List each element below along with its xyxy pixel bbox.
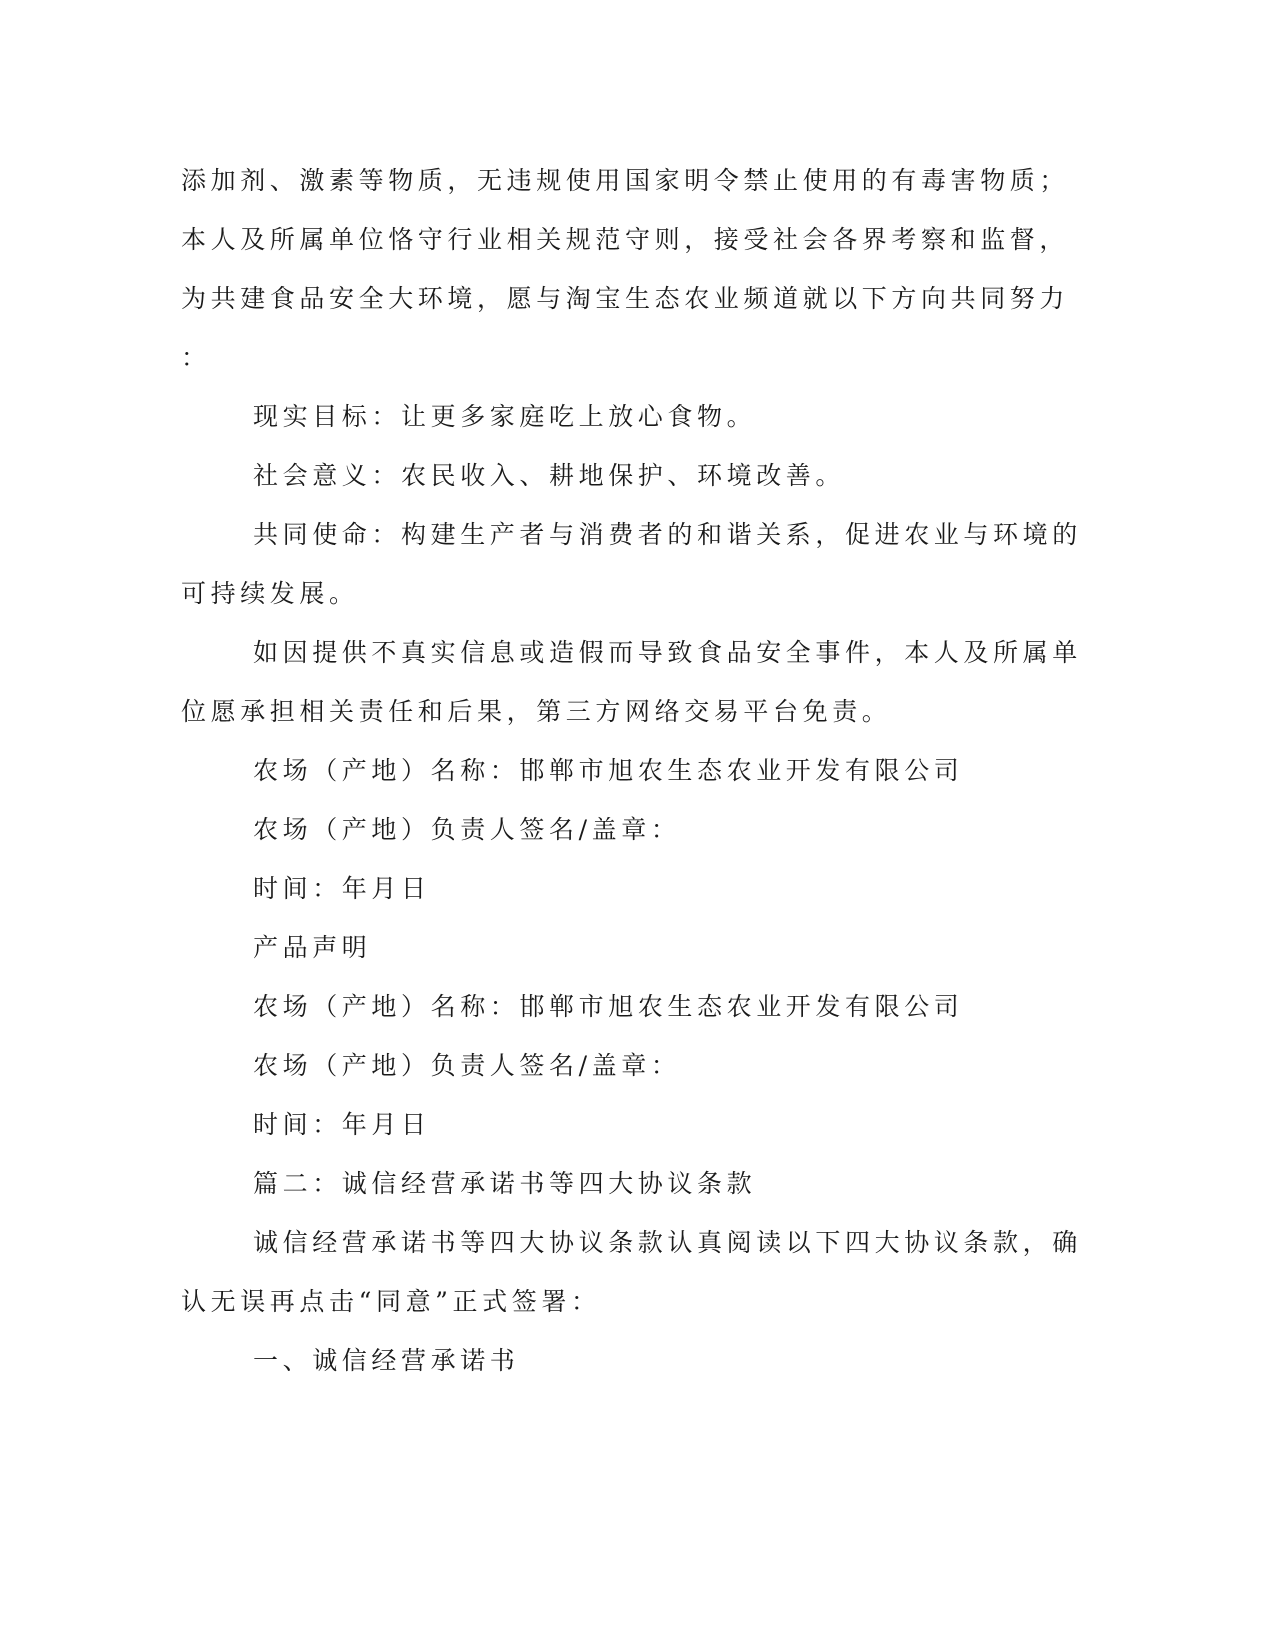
text-line: 添加剂、激素等物质，无违规使用国家明令禁止使用的有毒害物质； (181, 166, 1070, 195)
paragraph-line-common-mission: 共同使命：构建生产者与消费者的和谐关系，促进农业与环境的 (253, 520, 1082, 549)
date-line: 时间：年月日 (253, 1110, 431, 1139)
paragraph-line-liability: 如因提供不真实信息或造假而导致食品安全事件，本人及所属单 (253, 638, 1082, 667)
text-line: 本人及所属单位恪守行业相关规范守则，接受社会各界考察和监督， (181, 225, 1070, 254)
text-line: 可持续发展。 (181, 579, 359, 608)
text-line: ： (181, 343, 211, 372)
signature-line: 农场（产地）负责人签名/盖章： (253, 815, 681, 844)
section-heading-product-statement: 产品声明 (253, 933, 372, 962)
text-line: 位愿承担相关责任和后果，第三方网络交易平台免责。 (181, 697, 892, 726)
section-heading-integrity-pledge: 一、诚信经营承诺书 (253, 1346, 520, 1375)
farm-name-line: 农场（产地）名称：邯郸市旭农生态农业开发有限公司 (253, 756, 964, 785)
paragraph-line-social-meaning: 社会意义：农民收入、耕地保护、环境改善。 (253, 461, 846, 490)
farm-name-line: 农场（产地）名称：邯郸市旭农生态农业开发有限公司 (253, 992, 964, 1021)
signature-line: 农场（产地）负责人签名/盖章： (253, 1051, 681, 1080)
text-line: 认无误再点击“同意”正式签署： (181, 1287, 601, 1316)
date-line: 时间：年月日 (253, 874, 431, 903)
paragraph-line-agreement-intro: 诚信经营承诺书等四大协议条款认真阅读以下四大协议条款，确 (253, 1228, 1082, 1257)
section-heading-part-two: 篇二：诚信经营承诺书等四大协议条款 (253, 1169, 757, 1198)
document-body (181, 151, 1082, 1390)
paragraph-line-realistic-goal: 现实目标：让更多家庭吃上放心食物。 (253, 402, 757, 431)
text-line: 为共建食品安全大环境，愿与淘宝生态农业频道就以下方向共同努力 (181, 284, 1070, 313)
